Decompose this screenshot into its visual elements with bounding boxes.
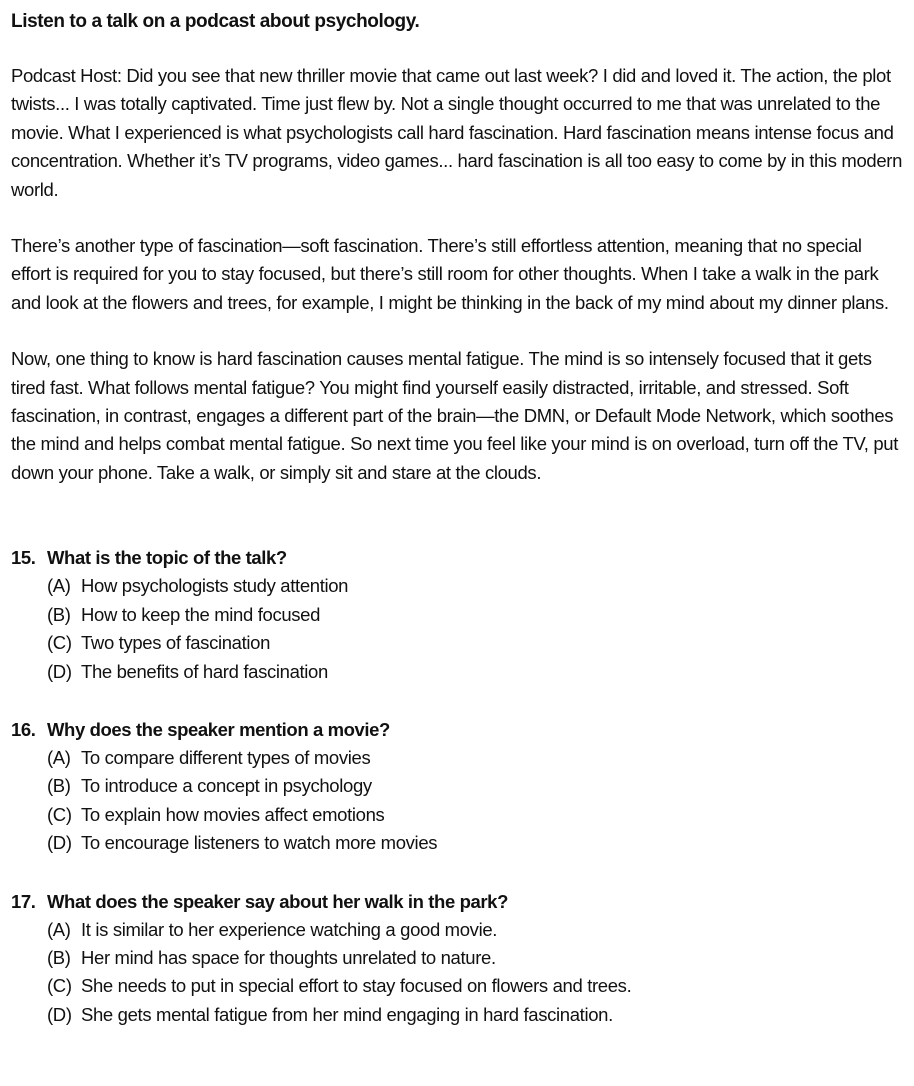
instruction-heading: Listen to a talk on a podcast about psychology. [11,11,420,32]
option-letter: (D) [47,1003,72,1025]
option-letter: (B) [47,946,71,968]
option-letter: (B) [47,603,71,625]
question-17 [11,888,906,1030]
questions-section [11,544,906,1029]
answer-option[interactable] [11,1001,906,1029]
answer-option[interactable] [11,801,906,829]
option-text: It is similar to her experience watching a good movie. [81,918,498,940]
question-text: Why does the speaker mention a movie? [47,718,390,740]
question-16 [11,716,906,858]
question-stem [11,888,906,916]
answer-options [11,572,906,686]
option-text: Two types of fascination [81,632,271,654]
option-letter: (B) [47,775,71,797]
answer-option[interactable] [11,829,906,857]
question-number: 15. [11,547,36,569]
option-letter: (A) [47,918,71,940]
option-text: To encourage listeners to watch more movies [81,832,438,854]
answer-option[interactable] [11,629,906,657]
option-text: To compare different types of movies [81,746,371,768]
answer-option[interactable] [11,658,906,686]
transcript [11,62,906,487]
question-15 [11,544,906,686]
answer-option[interactable] [11,772,906,800]
question-number: 16. [11,718,36,740]
option-text: To introduce a concept in psychology [81,775,372,797]
option-letter: (D) [47,660,72,682]
option-letter: (A) [47,575,71,597]
question-text: What is the topic of the talk? [47,547,287,569]
option-text: How psychologists study attention [81,575,349,597]
option-text: Her mind has space for thoughts unrelated to nature. [81,946,496,968]
answer-option[interactable] [11,972,906,1000]
question-number: 17. [11,890,36,912]
answer-options [11,744,906,858]
option-letter: (D) [47,832,72,854]
question-stem [11,544,906,572]
option-text: She gets mental fatigue from her mind engaging in hard fascination. [81,1003,613,1025]
option-text: How to keep the mind focused [81,603,321,625]
option-letter: (C) [47,803,72,825]
document-page [11,8,906,1059]
answer-option[interactable] [11,944,906,972]
question-stem [11,716,906,744]
option-letter: (C) [47,632,72,654]
transcript-paragraph: Podcast Host: Did you see that new thriller movie that came out last week? I did and loved it. The action, the plot twists... I was totally captivated. Time just flew by. Not a single thought occurred to me that was unrelated to the movie. What I experienced is what psychologists call hard fascination. Hard fascination means intense focus and concentration. Whether it’s TV programs, video games... hard fascination is all too easy to come by in this modern world. [11,65,903,200]
answer-option[interactable] [11,916,906,944]
option-text: She needs to put in special effort to stay focused on flowers and trees. [81,975,632,997]
option-letter: (A) [47,746,71,768]
answer-option[interactable] [11,601,906,629]
transcript-paragraph: Now, one thing to know is hard fascination causes mental fatigue. The mind is so intensely focused that it gets tired fast. What follows mental fatigue? You might find yourself easily distracted, irritable, and stressed. Soft fascination, in contrast, engages a different part of the brain—the DMN, or Default Mode Network, which soothes the mind and helps combat mental fatigue. So next time you feel like your mind is on overload, turn off the TV, put down your phone. Take a walk, or simply sit and stare at the clouds. [11,348,899,483]
option-text: To explain how movies affect emotions [81,803,385,825]
answer-option[interactable] [11,744,906,772]
transcript-paragraph: There’s another type of fascination—soft fascination. There’s still effortless attention, meaning that no special effort is required for you to stay focused, but there’s still room for other thoughts. When I take a walk in the park and look at the flowers and trees, for example, I might be thinking in the back of my mind about my dinner plans. [11,235,889,313]
answer-option[interactable] [11,572,906,600]
answer-options [11,916,906,1030]
question-text: What does the speaker say about her walk in the park? [47,890,508,912]
option-letter: (C) [47,975,72,997]
option-text: The benefits of hard fascination [81,660,328,682]
